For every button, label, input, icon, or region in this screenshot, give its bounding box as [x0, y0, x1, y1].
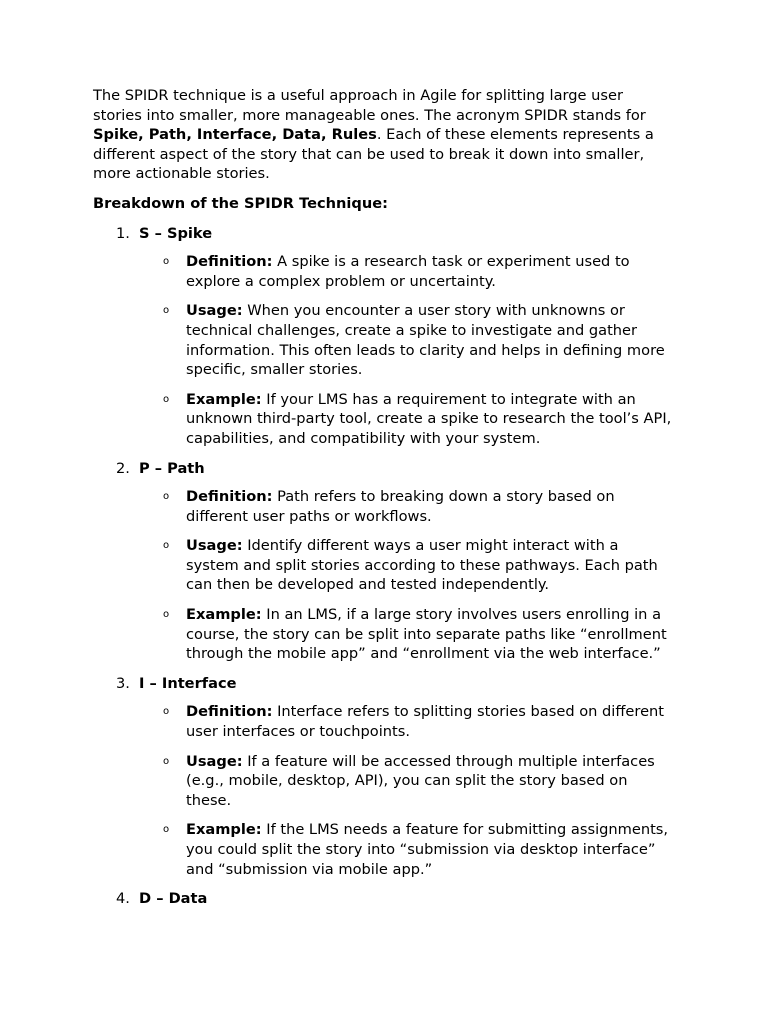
- list-number: 4.: [116, 890, 130, 908]
- spidr-section-spike: [93, 224, 673, 449]
- item-label: Usage:: [186, 302, 243, 320]
- item-label: Usage:: [186, 752, 243, 770]
- bullet-circle-icon: o: [163, 393, 170, 405]
- item-text: Path refers to breaking down a story based on different user paths or workflows.: [186, 488, 615, 525]
- item-label: Example:: [186, 606, 262, 624]
- list-number: 2.: [116, 459, 130, 477]
- list-item: [93, 605, 673, 664]
- list-item: [93, 536, 673, 595]
- list-item: [93, 820, 673, 879]
- list-number: 1.: [116, 224, 130, 242]
- item-label: Example:: [186, 821, 262, 839]
- list-item: [93, 702, 673, 741]
- item-label: Definition:: [186, 253, 273, 271]
- section-title: [93, 459, 673, 479]
- intro-paragraph: [93, 86, 673, 184]
- spidr-section-data: [93, 889, 673, 909]
- spidr-section-interface: [93, 674, 673, 879]
- bullet-circle-icon: o: [163, 824, 170, 836]
- bullet-circle-icon: o: [163, 755, 170, 767]
- section-title: [93, 889, 673, 909]
- item-label: Definition:: [186, 488, 273, 506]
- bullet-circle-icon: o: [163, 540, 170, 552]
- item-text: If the LMS needs a feature for submitting assignments, you could split the story into “submission via desktop interface” and “submission via mobile app.”: [186, 821, 669, 878]
- list-item: [93, 390, 673, 449]
- item-label: Usage:: [186, 537, 243, 555]
- spidr-section-path: [93, 459, 673, 664]
- intro-acronym-bold: Spike, Path, Interface, Data, Rules: [93, 126, 377, 144]
- section-title-text: P – Path: [139, 459, 205, 477]
- section-title: [93, 674, 673, 694]
- item-label: Definition:: [186, 703, 273, 721]
- section-title-text: I – Interface: [139, 674, 237, 692]
- list-number: 3.: [116, 674, 130, 692]
- item-label: Example:: [186, 390, 262, 408]
- list-item: [93, 301, 673, 379]
- bullet-circle-icon: o: [163, 305, 170, 317]
- intro-text-b: . Each of these elements represents a different aspect of the story that can be used to break it down into smaller, more actionable stories.: [93, 126, 654, 183]
- section-title: [93, 224, 673, 244]
- item-text: When you encounter a user story with unknowns or technical challenges, create a spike to investigate and gather information. This often leads to clarity and helps in defining more specific, smaller stories.: [186, 302, 665, 379]
- bullet-circle-icon: o: [163, 706, 170, 718]
- section-title-text: D – Data: [139, 890, 208, 908]
- item-text: Identify different ways a user might interact with a system and split stories according to these pathways. Each path can then be developed and tested independently.: [186, 537, 658, 594]
- list-item: [93, 252, 673, 291]
- item-text: Interface refers to splitting stories based on different user interfaces or touchpoints.: [186, 703, 665, 741]
- item-text: A spike is a research task or experiment used to explore a complex problem or uncertainty.: [186, 253, 630, 290]
- list-item: [93, 752, 673, 811]
- item-text: In an LMS, if a large story involves users enrolling in a course, the story can be split into separate paths like “enrollment through the mobile app” and “enrollment via the web interface.”: [186, 606, 667, 663]
- section-heading: Breakdown of the SPIDR Technique:: [93, 194, 388, 212]
- bullet-circle-icon: o: [163, 256, 170, 268]
- document-page: [93, 86, 673, 919]
- section-title-text: S – Spike: [139, 224, 213, 242]
- list-item: [93, 487, 673, 526]
- item-text: If your LMS has a requirement to integrate with an unknown third-party tool, create a spike to research the tool’s API, capabilities, and compatibility with your system.: [186, 390, 672, 447]
- intro-text-a: The SPIDR technique is a useful approach in Agile for splitting large user stories into smaller, more manageable ones. The acronym SPIDR stands for: [93, 87, 646, 124]
- bullet-circle-icon: o: [163, 609, 170, 621]
- bullet-circle-icon: o: [163, 491, 170, 503]
- item-text: If a feature will be accessed through multiple interfaces (e.g., mobile, desktop, API), you can split the story based on these.: [186, 752, 655, 809]
